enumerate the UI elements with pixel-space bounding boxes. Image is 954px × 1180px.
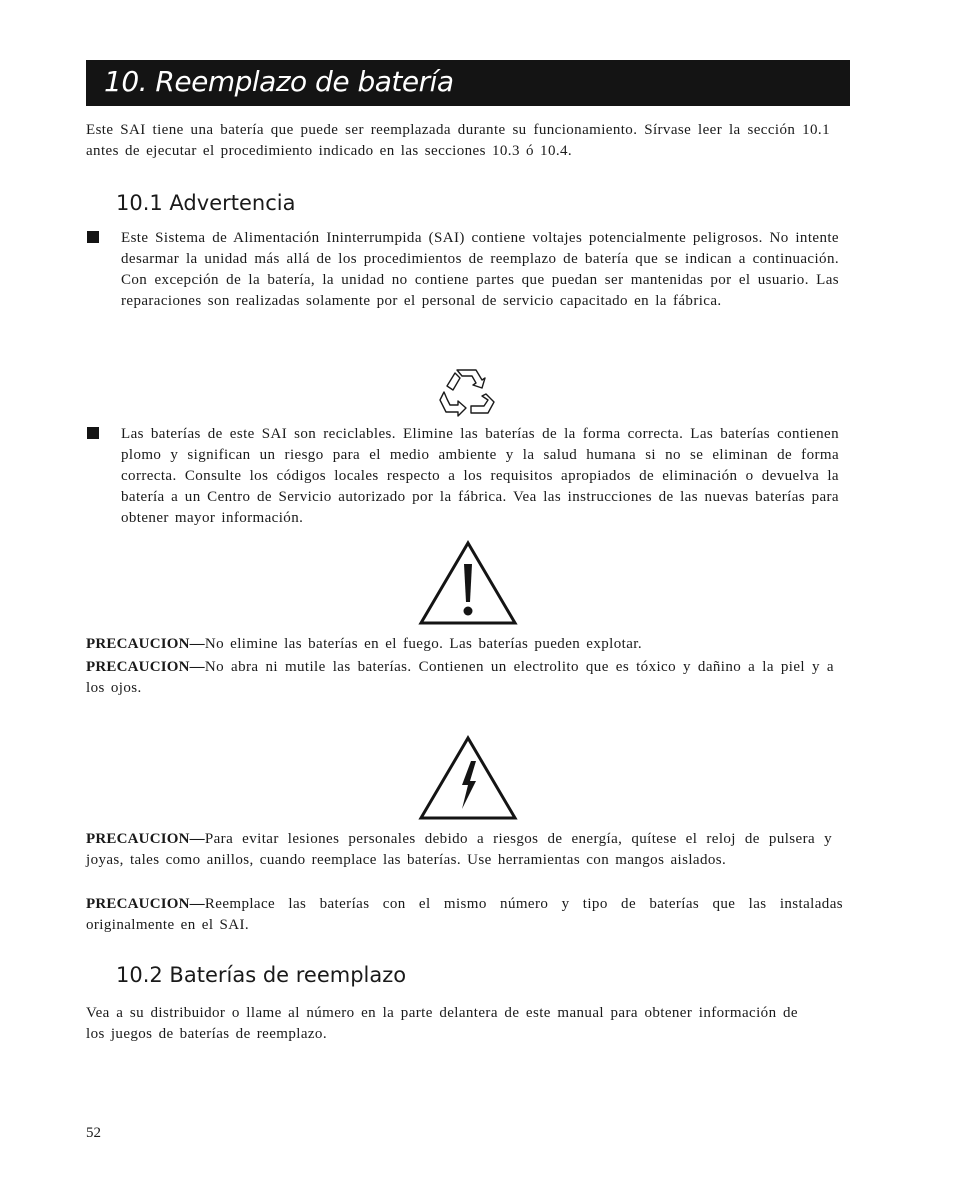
caution-text: No abra ni mutile las baterías. Contienen un electrolito que es tóxico y dañino a la piel y a los ojos. <box>86 659 834 696</box>
caution-label: PRECAUCION— <box>86 896 205 912</box>
chapter-title-bar <box>86 60 850 106</box>
warning-bullet-2: Las baterías de este SAI son reciclables. Elimine las baterías de la forma correcta. Las baterías contienen plomo y significan un riesgo para el medio ambiente y la salud humana si no se eliminan de forma correcta. Consulte los códigos locales respecto a los requisitos apropiados de eliminación o devuelva la batería a un Centro de Servicio autorizado por la fábrica. Vea las instrucciones de las nuevas baterías para obtener mayor información. <box>121 426 839 526</box>
caution-4 <box>86 894 843 936</box>
bullet-marker <box>87 427 99 439</box>
caution-label: PRECAUCION— <box>86 659 205 675</box>
section-heading-advertencia: 10.1 Advertencia <box>116 191 296 215</box>
recycle-icon <box>438 366 496 418</box>
caution-3 <box>86 829 832 871</box>
section-heading-baterias: 10.2 Baterías de reemplazo <box>116 963 407 987</box>
replacement-paragraph: Vea a su distribuidor o llame al número en la parte delantera de este manual para obtener información de los juegos de baterías de reemplazo. <box>86 1005 798 1042</box>
intro-paragraph: Este SAI tiene una batería que puede ser reemplazada durante su funcionamiento. Sírvase leer la sección 10.1 antes de ejecutar el procedimiento indicado en las secciones 10.3 ó 10.4. <box>86 122 830 159</box>
chapter-title: 10. Reemplazo de batería <box>104 65 454 98</box>
caution-1 <box>86 634 834 655</box>
caution-label: PRECAUCION— <box>86 831 205 847</box>
bullet-marker <box>87 231 99 243</box>
caution-text: Reemplace las baterías con el mismo número y tipo de baterías que las instaladas originalmente en el SAI. <box>86 896 843 933</box>
warning-bullet-1: Este Sistema de Alimentación Ininterrumpida (SAI) contiene voltajes potencialmente peligrosos. No intente desarmar la unidad más allá de los procedimientos de reemplazo de batería que se indican a continuación. Con excepción de la batería, la unidad no contiene partes que puedan ser mantenidas por el usuario. Las reparaciones son realizadas solamente por el personal de servicio capacitado en la fábrica. <box>121 230 839 309</box>
caution-label: PRECAUCION— <box>86 636 205 652</box>
caution-text: No elimine las baterías en el fuego. Las baterías pueden explotar. <box>204 636 642 652</box>
exclamation-warning-icon <box>418 540 518 626</box>
caution-2 <box>86 657 834 699</box>
caution-text: Para evitar lesiones personales debido a riesgos de energía, quítese el reloj de pulsera y joyas, tales como anillos, cuando reemplace las baterías. Use herramientas con mangos aislados. <box>86 831 832 868</box>
electrical-hazard-icon <box>418 735 518 821</box>
page-number: 52 <box>86 1125 101 1141</box>
